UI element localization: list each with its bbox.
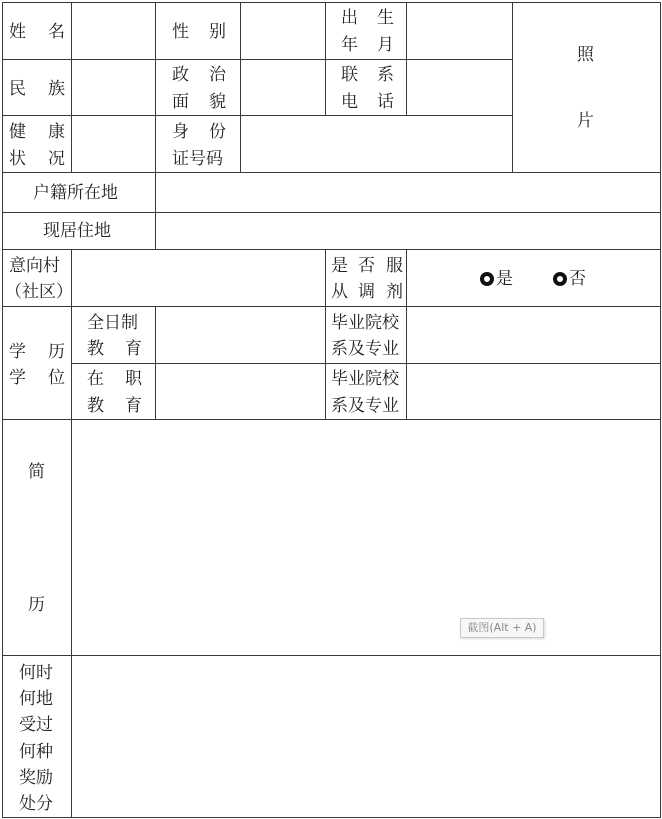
village-input[interactable] <box>72 250 325 306</box>
inservice-label-1b: 职 <box>125 369 142 389</box>
birth-label-1a: 出 <box>341 8 358 28</box>
inservice-school-input[interactable] <box>407 364 660 419</box>
phone-label-1a: 联 <box>341 65 358 85</box>
inservice-label-2a: 教 <box>87 396 104 416</box>
phone-input[interactable] <box>407 60 512 115</box>
adjust-label-2c: 剂 <box>386 282 403 302</box>
birth-label-2a: 年 <box>341 35 358 55</box>
id-label-2: 证号码 <box>172 149 223 169</box>
gender-label-2: 别 <box>209 22 226 42</box>
residence-label: 现居住地 <box>43 221 111 241</box>
political-label-1b: 治 <box>209 65 226 85</box>
birth-label-1b: 生 <box>377 8 394 28</box>
political-label-2a: 面 <box>172 92 189 112</box>
gender-input[interactable] <box>241 3 325 59</box>
phone-label-2b: 话 <box>377 92 394 112</box>
awards-label-4: 何种 <box>19 742 53 762</box>
gender-label-1: 性 <box>172 22 189 42</box>
health-label-2a: 状 <box>9 149 26 169</box>
fulltime-school-label-1: 毕业院校 <box>331 313 399 333</box>
inservice-school-label-1: 毕业院校 <box>331 369 399 389</box>
adjust-label-1a: 是 <box>331 256 348 276</box>
resume-textarea[interactable] <box>72 420 660 655</box>
fulltime-school-input[interactable] <box>407 307 660 363</box>
awards-label-2: 何地 <box>19 689 53 709</box>
fulltime-label-2a: 教 <box>87 339 104 359</box>
health-label-1b: 康 <box>48 122 65 142</box>
birth-label-2b: 月 <box>377 35 394 55</box>
fulltime-school-label-2: 系及专业 <box>331 339 399 359</box>
photo-area[interactable] <box>513 3 660 172</box>
political-label-2b: 貌 <box>209 92 226 112</box>
awards-label-5: 奖励 <box>19 768 53 788</box>
health-label-1a: 健 <box>9 122 26 142</box>
name-label-1: 姓 <box>9 22 26 42</box>
name-label-2: 名 <box>48 22 65 42</box>
inservice-degree-input[interactable] <box>156 364 325 419</box>
awards-label-3: 受过 <box>19 715 53 735</box>
adjust-label-2a: 从 <box>331 282 348 302</box>
phone-label-1b: 系 <box>377 65 394 85</box>
id-label-1a: 身 <box>172 122 189 142</box>
id-label-1b: 份 <box>209 122 226 142</box>
village-label-2: （社区） <box>5 282 73 302</box>
inservice-label-2b: 育 <box>125 396 142 416</box>
political-input[interactable] <box>241 60 325 115</box>
fulltime-label-2b: 育 <box>125 339 142 359</box>
id-number-input[interactable] <box>241 116 512 172</box>
household-label: 户籍所在地 <box>33 183 118 203</box>
inservice-label-1a: 在 <box>87 369 104 389</box>
edu-label-1b: 历 <box>48 342 65 362</box>
phone-label-2a: 电 <box>341 92 358 112</box>
resume-label-1: 简 <box>28 462 45 482</box>
ethnic-input[interactable] <box>72 60 155 115</box>
awards-label-6: 处分 <box>19 794 53 814</box>
household-input[interactable] <box>156 173 660 212</box>
photo-label-1: 照 <box>577 45 594 65</box>
adjust-no-label: 否 <box>569 269 586 289</box>
political-label-1a: 政 <box>172 65 189 85</box>
name-input[interactable] <box>72 3 155 59</box>
fulltime-label-1: 全日制 <box>87 313 138 333</box>
adjust-no-radio[interactable] <box>553 272 567 286</box>
awards-label-1: 何时 <box>19 663 53 683</box>
edu-label-1a: 学 <box>9 342 26 362</box>
adjust-yes-label: 是 <box>496 269 513 289</box>
adjust-label-1c: 服 <box>386 256 403 276</box>
screenshot-tooltip: 截图(Alt + A) <box>460 618 544 638</box>
adjust-label-2b: 调 <box>358 282 375 302</box>
adjust-label-1b: 否 <box>358 256 375 276</box>
birth-date-input[interactable] <box>407 3 512 59</box>
health-label-2b: 况 <box>48 149 65 169</box>
ethnic-label-1: 民 <box>9 79 26 99</box>
inservice-school-label-2: 系及专业 <box>331 396 399 416</box>
fulltime-degree-input[interactable] <box>156 307 325 363</box>
photo-label-2: 片 <box>577 111 594 131</box>
health-input[interactable] <box>72 116 155 172</box>
edu-label-2a: 学 <box>9 368 26 388</box>
residence-input[interactable] <box>156 213 660 249</box>
ethnic-label-2: 族 <box>48 79 65 99</box>
resume-label-2: 历 <box>28 595 45 615</box>
adjust-yes-radio[interactable] <box>480 272 494 286</box>
village-label-1: 意向村 <box>9 256 60 276</box>
awards-textarea[interactable] <box>72 656 660 817</box>
edu-label-2b: 位 <box>48 368 65 388</box>
